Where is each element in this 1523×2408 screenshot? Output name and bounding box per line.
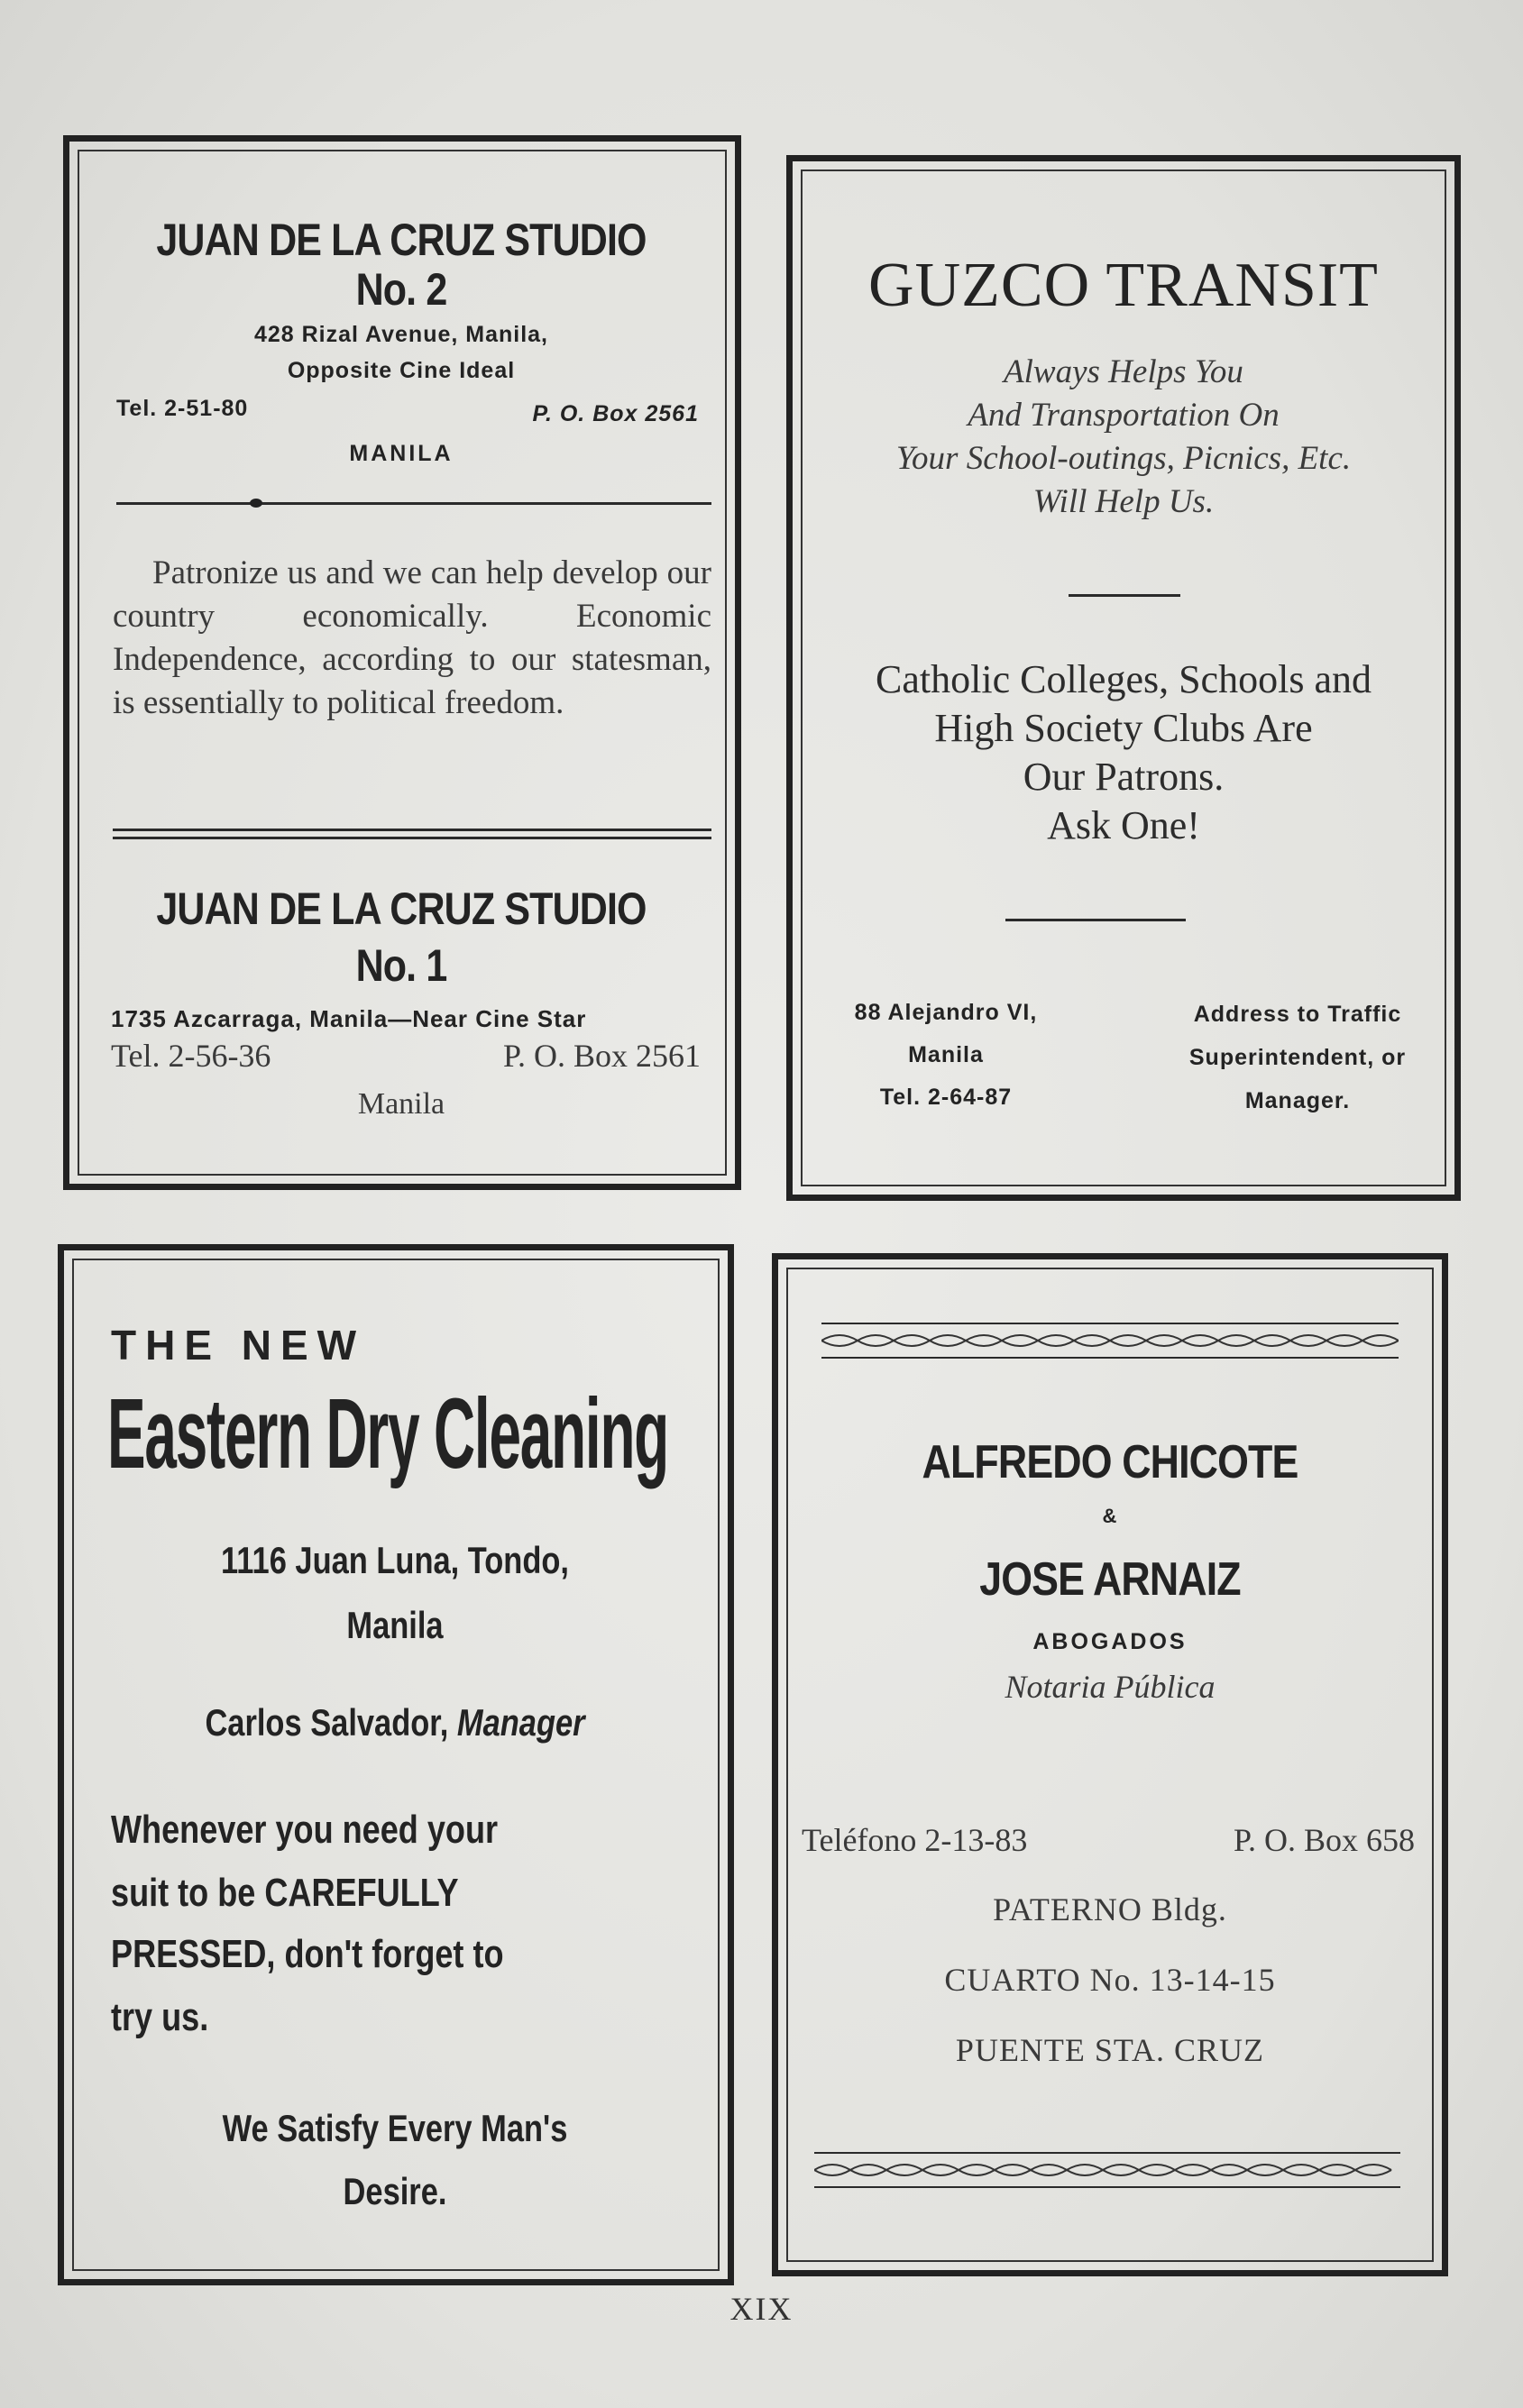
patrons-line-2: High Society Clubs Are: [934, 706, 1313, 750]
studio1-city: Manila: [357, 1087, 445, 1121]
tagline-line-3: Your School-outings, Picnics, Etc.: [895, 440, 1352, 477]
ornament-bottom-line: [814, 2152, 1400, 2154]
lawyer-name-2: JOSE ARNAIZ: [979, 1553, 1241, 1606]
page-number: XIX: [729, 2291, 794, 2327]
transit-address: 88 Alejandro VI,: [854, 1000, 1038, 1025]
building: PATERNO Bldg.: [993, 1891, 1227, 1927]
studio1-box: P. O. Box 2561: [502, 1038, 701, 1074]
law-office-tel: Teléfono 2-13-83: [802, 1822, 1028, 1858]
divider-dot: [250, 499, 262, 508]
studio2-tel: Tel. 2-51-80: [116, 396, 249, 421]
contact-line-2: Superintendent, or: [1188, 1045, 1407, 1070]
patrons-line-3: Our Patrons.: [1023, 755, 1225, 799]
ad-kicker: THE NEW: [111, 1322, 366, 1369]
patrons-line-4: Ask One!: [1047, 803, 1200, 847]
ornament-bottom-chain: [814, 2159, 1400, 2181]
notary: Notaria Pública: [1005, 1669, 1216, 1705]
tagline-line-4: Will Help Us.: [1032, 483, 1215, 520]
manager-name: Carlos Salvador,: [205, 1701, 449, 1744]
studio2-title: JUAN DE LA CRUZ STUDIO: [156, 215, 647, 265]
studio2-number: No. 2: [355, 264, 447, 315]
transit-city: Manila: [908, 1042, 984, 1067]
studio2-city: MANILA: [349, 441, 454, 466]
slogan-line-2: Desire.: [343, 2170, 447, 2212]
studio1-tel: Tel. 2-56-36: [111, 1038, 271, 1074]
ad-inner-border: [786, 1268, 1434, 2262]
ad-juan-de-la-cruz-studio: [63, 135, 741, 1190]
slogan-line-1: We Satisfy Every Man's: [222, 2107, 568, 2149]
ad-guzco-transit: [786, 155, 1461, 1201]
cleaner-city: Manila: [346, 1604, 444, 1646]
ornament-top-line: [821, 1323, 1399, 1324]
ad-eastern-dry-cleaning: [58, 1244, 734, 2285]
manager-role: Manager: [456, 1701, 585, 1744]
law-office-box: P. O. Box 658: [1233, 1822, 1415, 1858]
ad-chicote-arnaiz: [772, 1253, 1448, 2276]
ornament-top-chain: [821, 1330, 1399, 1351]
ornament-top-line-2: [821, 1357, 1399, 1359]
double-divider: [113, 829, 711, 839]
room: CUARTO No. 13-14-15: [944, 1962, 1276, 1998]
ampersand: &: [1102, 1505, 1118, 1527]
divider: [116, 502, 711, 505]
cleaner-address: 1116 Juan Luna, Tondo,: [221, 1539, 569, 1581]
transit-title: GUZCO TRANSIT: [868, 251, 1379, 320]
contact-line-3: Manager.: [1244, 1088, 1351, 1113]
studio2-address: 428 Rizal Avenue, Manila,: [253, 322, 549, 347]
pitch-line-3: PRESSED, don't forget to: [111, 1932, 504, 1976]
studio2-landmark: Opposite Cine Ideal: [287, 358, 516, 383]
patrons-line-1: Catholic Colleges, Schools and: [876, 657, 1372, 701]
contact-line-1: Address to Traffic: [1193, 1002, 1402, 1027]
manager-line: [124, 1701, 666, 1744]
business-name: Eastern Dry Cleaning: [107, 1378, 669, 1489]
pitch-line-1: Whenever you need your: [111, 1808, 499, 1852]
studio-message: Patronize us and we can help develop our country economically. Economic Independence, according to our statesman, is essentially to political freedom.: [113, 554, 711, 721]
short-divider: [1069, 594, 1180, 597]
tagline-line-2: And Transportation On: [968, 397, 1280, 434]
tagline-line-1: Always Helps You: [1004, 353, 1243, 390]
studio1-number: No. 1: [355, 940, 447, 991]
pitch-line-2: suit to be CAREFULLY: [111, 1871, 459, 1915]
pitch-line-4: try us.: [111, 1995, 209, 2039]
studio1-address: 1735 Azcarraga, Manila—Near Cine Star: [111, 1005, 587, 1032]
location: PUENTE STA. CRUZ: [955, 2032, 1265, 2068]
studio2-box: P. O. Box 2561: [532, 401, 699, 426]
studio1-title: JUAN DE LA CRUZ STUDIO: [156, 884, 647, 934]
lawyer-name-1: ALFREDO CHICOTE: [922, 1436, 1298, 1488]
ornament-bottom-line-2: [814, 2186, 1400, 2188]
transit-tel: Tel. 2-64-87: [879, 1085, 1013, 1110]
long-divider: [1005, 919, 1186, 921]
profession: ABOGADOS: [1032, 1629, 1188, 1654]
